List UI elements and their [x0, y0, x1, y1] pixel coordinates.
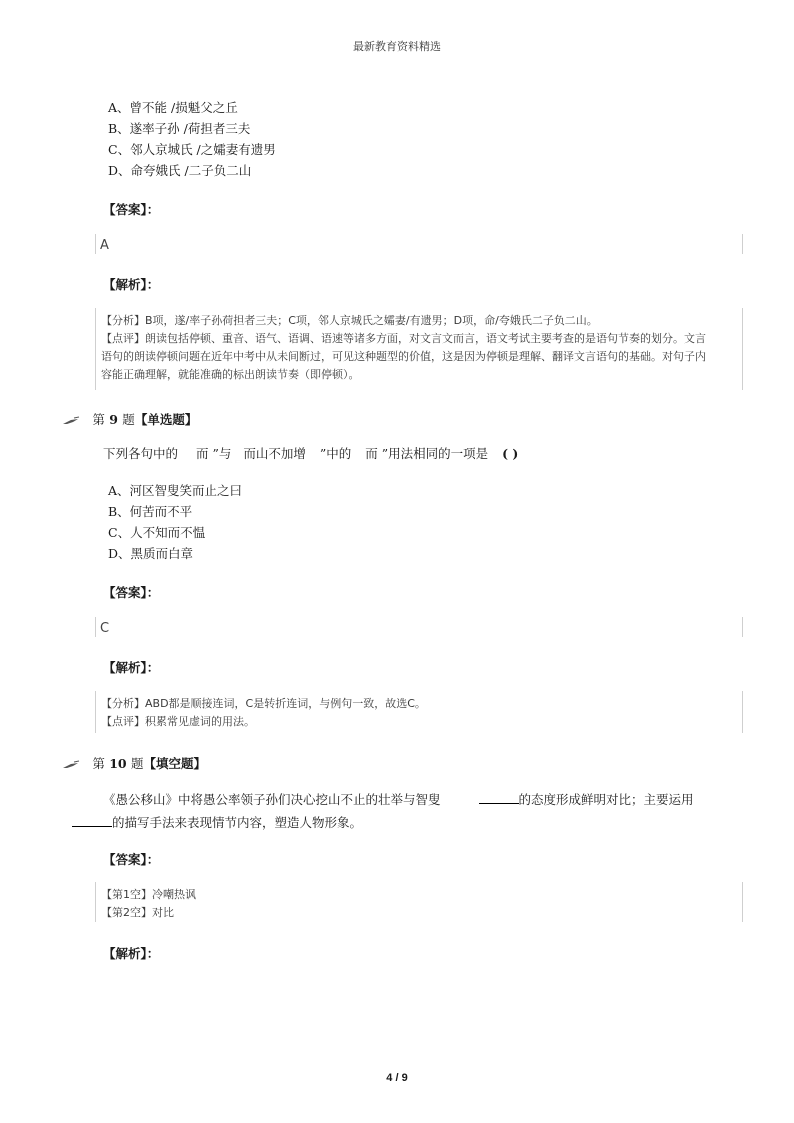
q9-type: 【单选题】 [134, 412, 198, 427]
q10-answer-line: 【第1空】冷嘲热讽 [101, 888, 196, 901]
q8-analysis-line: 【分析】B项，遂/率子孙荷担者三夫；C项，邻人京城氏之孀妻/有遗男；D项，命/夸娥氏二子负二山。 [101, 314, 598, 327]
q8-option-b: B、遂率子孙 /荷担者三夫 [108, 121, 251, 136]
q8-answer-box-right [742, 234, 743, 254]
q8-analysis-box-right [742, 308, 743, 390]
q10-answer-text [101, 886, 739, 922]
q9-option-d: D、黑质而白章 [108, 546, 194, 561]
q8-answer-value: A [100, 238, 109, 253]
q9-stem [103, 446, 518, 462]
q8-analysis-label: 【解析】： [103, 277, 160, 292]
q10-number-suffix: 题 [131, 756, 144, 771]
q9-analysis-box-right [742, 691, 743, 733]
q10-stem-part: 的态度形成鲜明对比；主要运用 [518, 792, 694, 807]
q9-number-prefix: 第 [92, 412, 105, 427]
q10-answer-line: 【第2空】对比 [101, 906, 174, 919]
q8-analysis-box-left [95, 308, 96, 390]
q10-answer-box-left [95, 882, 96, 922]
q10-blank-1[interactable] [479, 791, 519, 804]
q9-analysis-text [101, 695, 739, 731]
q9-option-a: A、河区智叟笑而止之曰 [108, 483, 243, 498]
pen-icon [62, 416, 80, 426]
q10-stem-line-1 [103, 791, 694, 808]
q9-stem-paren: ( ) [502, 446, 519, 461]
q10-blank-2[interactable] [72, 814, 112, 827]
q9-option-b: B、何苦而不平 [108, 504, 193, 519]
q8-answer-box-left [95, 234, 96, 254]
q9-answer-box-right [742, 617, 743, 637]
q8-analysis-line: 语句的朗读停顿问题在近年中考中从未间断过，可见这种题型的价值，这是因为停顿是理解、翻译文言语句的基础。对句子内 [101, 350, 706, 363]
q9-answer-label: 【答案】： [103, 585, 160, 600]
q9-stem-part: 而山不加增 [243, 446, 306, 461]
q9-stem-part: 而 ”用法相同的一项是 [365, 446, 489, 461]
q10-answer-box-right [742, 882, 743, 922]
page-header: 最新教育资料精选 [353, 40, 441, 53]
q8-option-a: A、曾不能 /损魁父之丘 [108, 100, 238, 115]
q8-analysis-text [101, 312, 739, 384]
q10-answer-label: 【答案】： [103, 852, 160, 867]
pen-icon [62, 760, 80, 770]
q10-stem-part: 的描写手法来表现情节内容，塑造人物形象。 [112, 815, 363, 830]
q10-heading [62, 754, 206, 772]
q10-analysis-label: 【解析】： [103, 946, 160, 961]
q8-analysis-line: 容能正确理解，就能准确的标出朗读节奏（即停顿）。 [101, 368, 360, 381]
q9-option-c: C、人不知而不愠 [108, 525, 206, 540]
q10-type: 【填空题】 [143, 756, 207, 771]
q9-stem-part: ”中的 [319, 446, 352, 461]
q8-option-d: D、命夸娥氏 /二子负二山 [108, 163, 252, 178]
q9-number-suffix: 题 [122, 412, 135, 427]
q10-stem-line-2 [72, 814, 362, 831]
q10-number: 10 [109, 756, 127, 771]
q9-analysis-line: 【点评】积累常见虚词的用法。 [101, 715, 255, 728]
q9-analysis-line: 【分析】ABD都是顺接连词，C是转折连词，与例句一致，故选C。 [101, 697, 426, 710]
q9-heading [62, 410, 197, 428]
q10-number-prefix: 第 [92, 756, 105, 771]
q10-stem-part: 《愚公移山》中将愚公率领子孙们决心挖山不止的壮举与智叟 [103, 792, 441, 807]
q9-stem-part: 下列各句中的 [103, 446, 179, 461]
q8-answer-label: 【答案】： [103, 202, 160, 217]
q8-analysis-line: 【点评】朗读包括停顿、重音、语气、语调、语速等诸多方面，对文言文而言，语文考试主要考查的是语句节奏的划分。文言 [101, 332, 706, 345]
q9-stem-part: 而 ”与 [196, 446, 232, 461]
q8-option-c: C、邻人京城氏 /之孀妻有遗男 [108, 142, 276, 157]
q9-analysis-box-left [95, 691, 96, 733]
q9-answer-value: C [100, 621, 110, 636]
page-number: 4 / 9 [386, 1072, 408, 1084]
q9-answer-box-left [95, 617, 96, 637]
q9-analysis-label: 【解析】： [103, 660, 160, 675]
q9-number: 9 [109, 412, 118, 427]
